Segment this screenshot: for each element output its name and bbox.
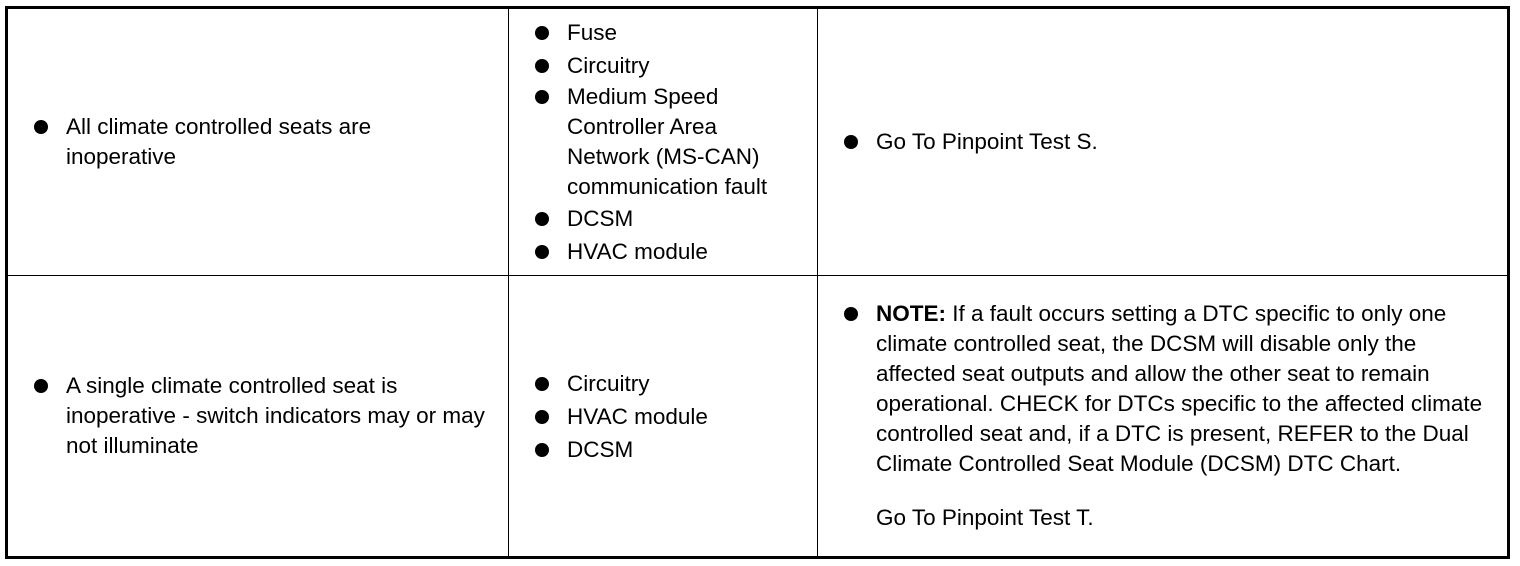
list-item: Circuitry — [509, 49, 817, 82]
note-label: NOTE: — [876, 301, 946, 326]
list-item: HVAC module — [509, 235, 817, 268]
condition-list — [8, 112, 508, 172]
action-cell — [818, 276, 1509, 558]
list-item: HVAC module — [509, 400, 817, 433]
possible-sources-list — [509, 16, 817, 268]
action-list — [818, 127, 1507, 157]
possible-sources-cell — [509, 276, 818, 558]
note-item — [818, 299, 1499, 479]
action-text: Go To Pinpoint Test S. — [818, 127, 1507, 157]
condition-cell — [7, 276, 509, 558]
action-list — [818, 299, 1499, 479]
possible-sources-list — [509, 367, 817, 466]
condition-list — [8, 371, 508, 461]
list-item: DCSM — [509, 433, 817, 466]
table-row — [7, 276, 1509, 558]
condition-cell — [7, 8, 509, 276]
list-item: DCSM — [509, 202, 817, 235]
possible-sources-cell — [509, 8, 818, 276]
list-item: Medium Speed Controller Area Network (MS-CAN) communication fault — [509, 82, 817, 202]
goto-text: Go To Pinpoint Test T. — [876, 505, 1094, 530]
table-row — [7, 8, 1509, 276]
note-text: If a fault occurs setting a DTC specific to only one climate controlled seat, the DCSM will disable only the affected seat outputs and allow the other seat to remain operational. CHECK for DTCs specific to the affected climate controlled seat and, if a DTC is present, REFER to the Dual Climate Controlled Seat Module (DCSM) DTC Chart. — [876, 301, 1483, 476]
action-cell — [818, 8, 1509, 276]
action-content — [818, 299, 1507, 533]
list-item: Fuse — [509, 16, 817, 49]
condition-text: A single climate controlled seat is inoperative - switch indicators may or may not illuminate — [8, 371, 508, 461]
list-item: Circuitry — [509, 367, 817, 400]
condition-text: All climate controlled seats are inoperative — [8, 112, 508, 172]
symptom-chart-table — [5, 6, 1510, 559]
